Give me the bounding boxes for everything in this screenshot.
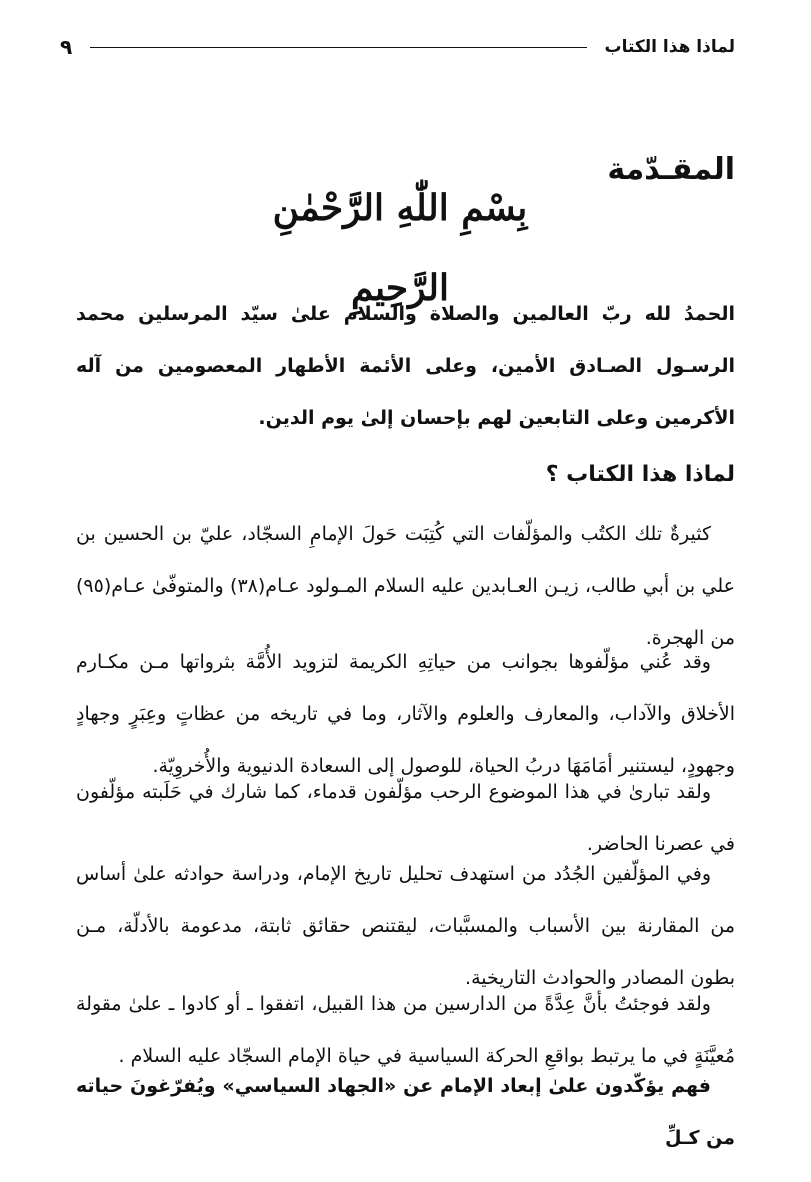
body-paragraph-4: وفي المؤلّفين الجُدُد من استهدف تحليل تاريخ الإمام، ودراسة حوادثه علىٰ أساس من المقارنة بين الأسباب والمسبَّبات، ليقتنص حقائق ثابتة، مدعومة بالأدلّة، مـن بطون المصادر والحوادث التاريخية. bbox=[76, 863, 735, 989]
body-paragraph-5: ولقد فوجئتُ بأنَّ عِدَّةً من الدارسين من هذا القبيل، اتفقوا ـ أو كادوا ـ علىٰ مقولة مُعيَّنَةٍ في ما يرتبط بواقعِ الحركة السياسية في حياة الإمام السجّاد عليه السلام . bbox=[76, 993, 735, 1067]
running-title: لماذا هذا الكتاب bbox=[604, 37, 735, 57]
body-paragraph-6: فهم يؤكّدون علىٰ إبعاد الإمام عن «الجهاد السياسي» ويُفرّغونَ حياته من كـلِّ bbox=[76, 1075, 735, 1149]
basmala-calligraphy: بِسْمِ اللّٰهِ الرَّحْمٰنِ الرَّحِيمِ bbox=[272, 187, 528, 309]
chapter-heading: لماذا هذا الكتاب ؟ bbox=[545, 462, 735, 487]
page-header bbox=[60, 30, 735, 64]
section-title: المقـدّمة bbox=[607, 152, 735, 187]
body-paragraph-3: ولقد تبارىٰ في هذا الموضوع الرحب مؤلّفون قدماء، كما شارك في حَلَبته مؤلّفون في عصرنا الحاضر. bbox=[76, 781, 735, 855]
intro-paragraph: الحمدُ لله ربّ العالمين والصلاة والسلام علىٰ سيّد المرسلين محمد الرسـول الصـادق الأمين، وعلى الأئمة الأطهار المعصومين من آله الأكرمين وعلى التابعين لهم بإحسان إلىٰ يوم الدين. bbox=[76, 303, 735, 429]
page-number: ٩ bbox=[60, 35, 73, 59]
body-paragraph-2: وقد عُني مؤلّفوها بجوانب من حياتِهِ الكريمة لتزويد الأُمَّة بثرواتها مـن مكـارم الأخلاق والآداب، والمعارف والعلوم والآثار، وما في تاريخه من عظاتٍ وعِبَرٍ وجهادٍ وجهودٍ، ليستنير أمَامَهَا دربُ الحياة، للوصول إلى السعادة الدنيوية والأُخروِيّة. bbox=[76, 651, 735, 777]
header-rule bbox=[90, 47, 586, 48]
body-paragraph-1: كثيرةٌ تلك الكتُب والمؤلّفات التي كُتِبَت حَولَ الإمامِ السجّاد، عليّ بن الحسين بن علي بن أبي طالب، زيـن العـابدين عليه السلام المـولود عـام(٣٨) والمتوفّىٰ عـام(٩٥) من الهجرة. bbox=[76, 523, 736, 649]
